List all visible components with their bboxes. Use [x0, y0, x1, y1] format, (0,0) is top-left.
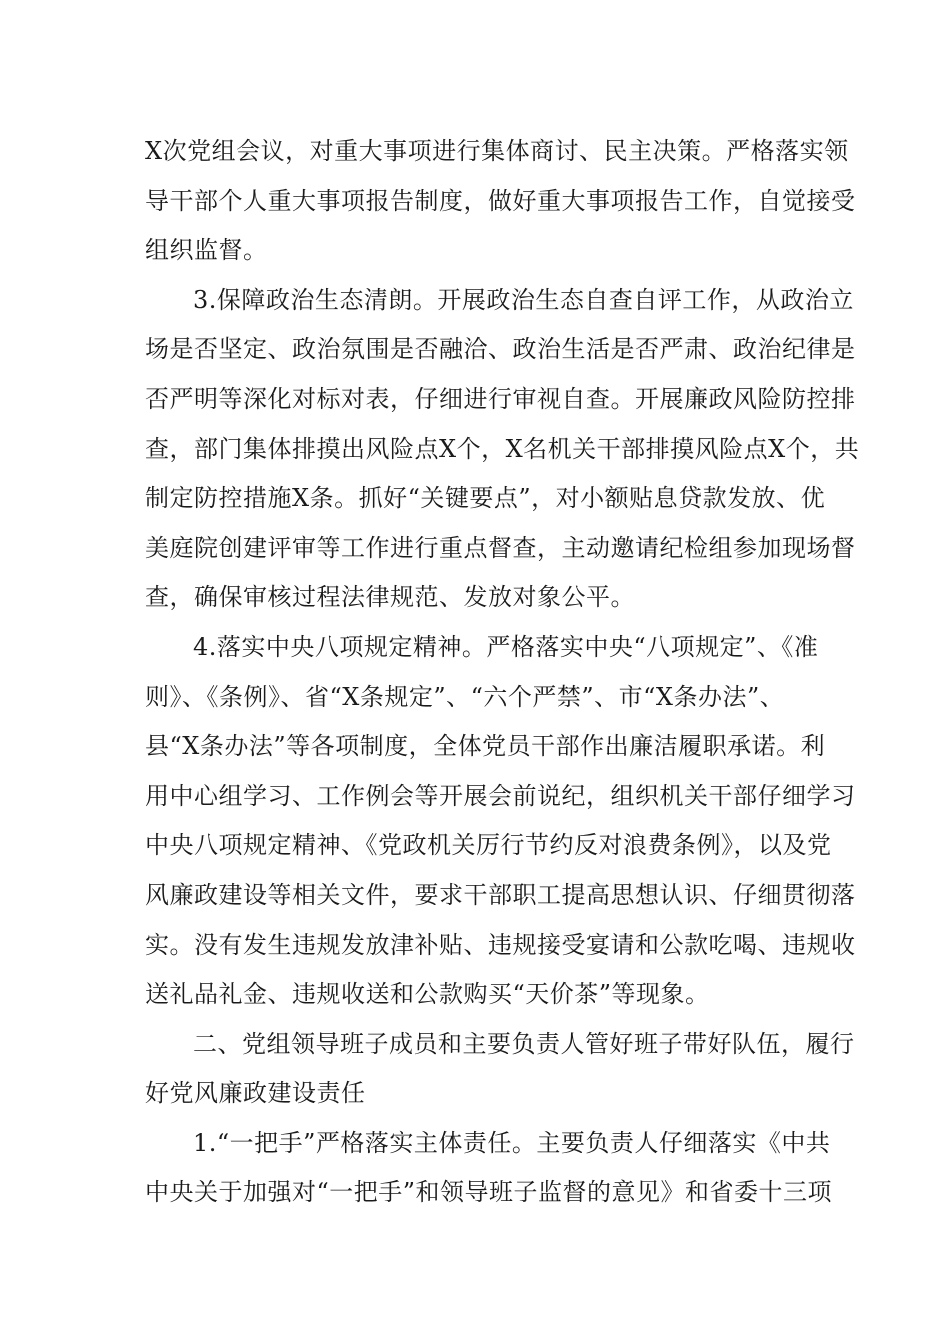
- text-line: 送礼品礼金、违规收送和公款购买“天价茶”等现象。: [145, 980, 710, 1009]
- text-line: 用中心组学习、工作例会等开展会前说纪，组织机关干部仔细学习: [145, 781, 856, 810]
- text-line: 查，确保审核过程法律规范、发放对象公平。: [145, 583, 635, 612]
- text-line: 县“X条办法”等各项制度，全体党员干部作出廉洁履职承诺。利: [145, 732, 826, 761]
- section-heading-line: 好党风廉政建设责任: [145, 1079, 366, 1108]
- text-line: 美庭院创建评审等工作进行重点督查，主动邀请纪检组参加现场督: [145, 533, 856, 562]
- text-line: 4.落实中央八项规定精神。严格落实中央“八项规定”、《准: [193, 632, 819, 661]
- text-line: 实。没有发生违规发放津补贴、违规接受宴请和公款吃喝、违规收: [145, 930, 856, 959]
- text-line: 场是否坚定、政治氛围是否融洽、政治生活是否严肃、政治纪律是: [145, 335, 856, 364]
- text-line: 则》、《条例》、省“X条规定”、“六个严禁”、市“X条办法”、: [145, 682, 785, 711]
- text-line: 组织监督。: [145, 236, 268, 265]
- text-line: 查，部门集体排摸出风险点X个，X名机关干部排摸风险点X个，共: [145, 434, 860, 463]
- text-line: 导干部个人重大事项报告制度，做好重大事项报告工作，自觉接受: [145, 186, 856, 215]
- document-body: [145, 127, 860, 1218]
- text-line: 否严明等深化对标对表，仔细进行审视自查。开展廉政风险防控排: [145, 384, 856, 413]
- text-line: 3.保障政治生态清朗。开展政治生态自查自评工作，从政治立: [193, 285, 854, 314]
- text-line: 1.“一把手”严格落实主体责任。主要负责人仔细落实《中共: [193, 1128, 831, 1157]
- text-line: 中央八项规定精神、《党政机关厉行节约反对浪费条例》，以及党: [145, 831, 832, 860]
- text-line: 中央关于加强对“一把手”和领导班子监督的意见》和省委十三项: [145, 1178, 833, 1207]
- text-line: 制定防控措施X条。抓好“关键要点”，对小额贴息贷款发放、优: [145, 484, 826, 513]
- section-heading-line: 二、党组领导班子成员和主要负责人管好班子带好队伍，履行: [193, 1029, 855, 1058]
- text-line: X次党组会议，对重大事项进行集体商讨、民主决策。严格落实领: [145, 137, 849, 165]
- text-line: 风廉政建设等相关文件，要求干部职工提高思想认识、仔细贯彻落: [145, 880, 856, 909]
